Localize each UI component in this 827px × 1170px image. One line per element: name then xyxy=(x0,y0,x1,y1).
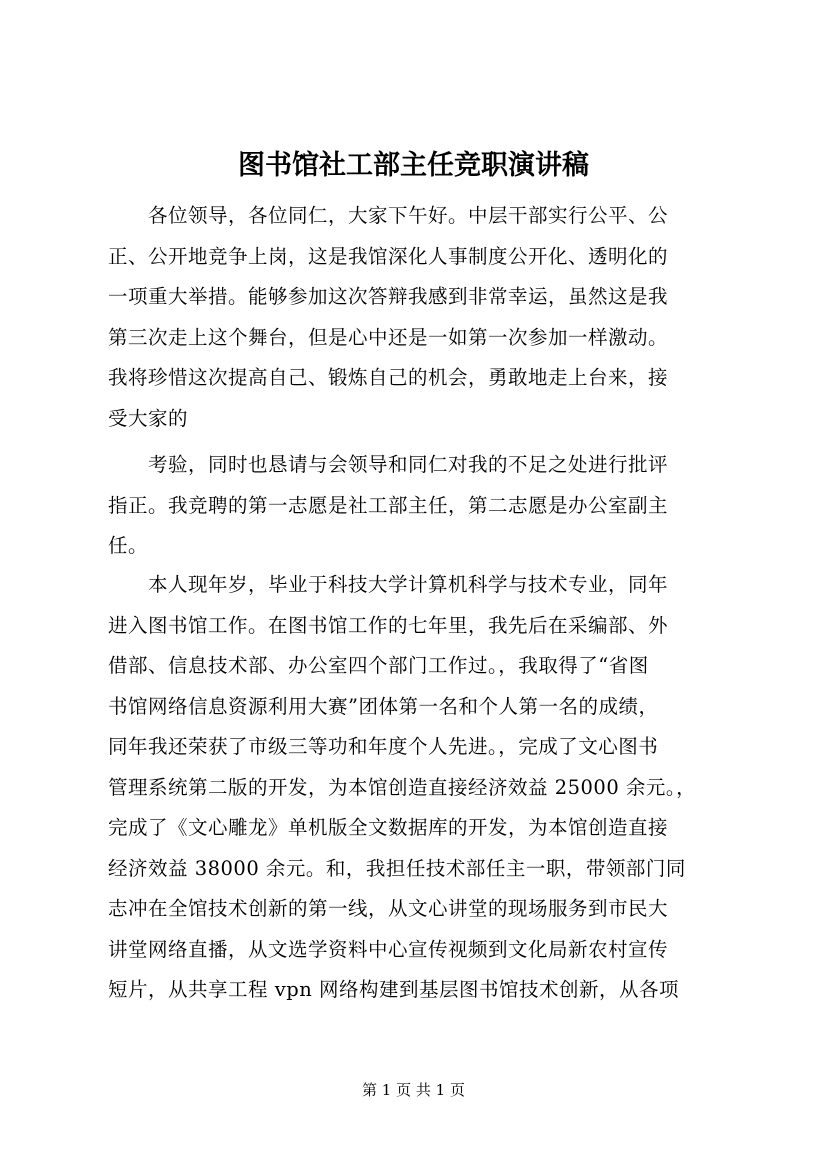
paragraph-2 xyxy=(108,445,728,567)
text-line: 任。 xyxy=(108,534,149,557)
document-title: 图书馆社工部主任竞职演讲稿 xyxy=(238,150,589,181)
text-line: 本人现年岁，毕业于科技大学计算机科学与技术专业，同年 xyxy=(108,573,669,596)
text-line: 进入图书馆工作。在图书馆工作的七年里，我先后在采编部、外 xyxy=(108,613,669,637)
text-line: 借部、信息技术部、办公室四个部门工作过。，我取得了“省图 xyxy=(108,654,649,677)
text-line: 短片，从共享工程 vpn 网络构建到基层图书馆技术创新，从各项 xyxy=(108,978,679,1001)
text-line: 一项重大举措。能够参加这次答辩我感到非常幸运，虽然这是我 xyxy=(108,285,669,308)
text-line: 受大家的 xyxy=(108,406,189,430)
text-line: 我将珍惜这次提高自己、锻炼自己的机会，勇敢地走上台来，接 xyxy=(108,366,669,389)
text-line: 志冲在全馆技术创新的第一线，从文心讲堂的现场服务到市民大 xyxy=(108,897,669,920)
text-line: 考验，同时也恳请与会领导和同仁对我的不足之处进行批评 xyxy=(108,453,669,476)
text-line: 指正。我竞聘的第一志愿是社工部主任，第二志愿是办公室副主 xyxy=(108,493,669,517)
text-line: 完成了《文心雕龙》单机版全文数据库的开发，为本馆创造直接 xyxy=(108,816,669,839)
text-line: 书馆网络信息资源利用大赛”团体第一名和个人第一名的成绩， xyxy=(108,694,659,718)
text-line: 同年我还荣获了市级三等功和年度个人先进。，完成了文心图书 xyxy=(108,735,659,758)
page-footer: 第 1 页 共 1 页 xyxy=(362,1081,465,1099)
text-line: 正、公开地竞争上岗，这是我馆深化人事制度公开化、透明化的 xyxy=(108,244,669,268)
paragraph-3 xyxy=(108,565,728,1011)
paragraph-1 xyxy=(108,196,728,439)
text-line: 各位领导，各位同仁，大家下午好。中层干部实行公平、公 xyxy=(108,204,669,227)
text-line: 经济效益 38000 余元。和，我担任技术部任主一职，带领部门同 xyxy=(108,856,686,880)
text-line: 讲堂网络直播，从文选学资料中心宣传视频到文化局新农村宣传 xyxy=(108,937,669,961)
text-line: 管理系统第二版的开发，为本馆创造直接经济效益 25000 余元。， xyxy=(108,775,697,799)
text-line: 第三次走上这个舞台，但是心中还是一如第一次参加一样激动。 xyxy=(108,325,669,349)
